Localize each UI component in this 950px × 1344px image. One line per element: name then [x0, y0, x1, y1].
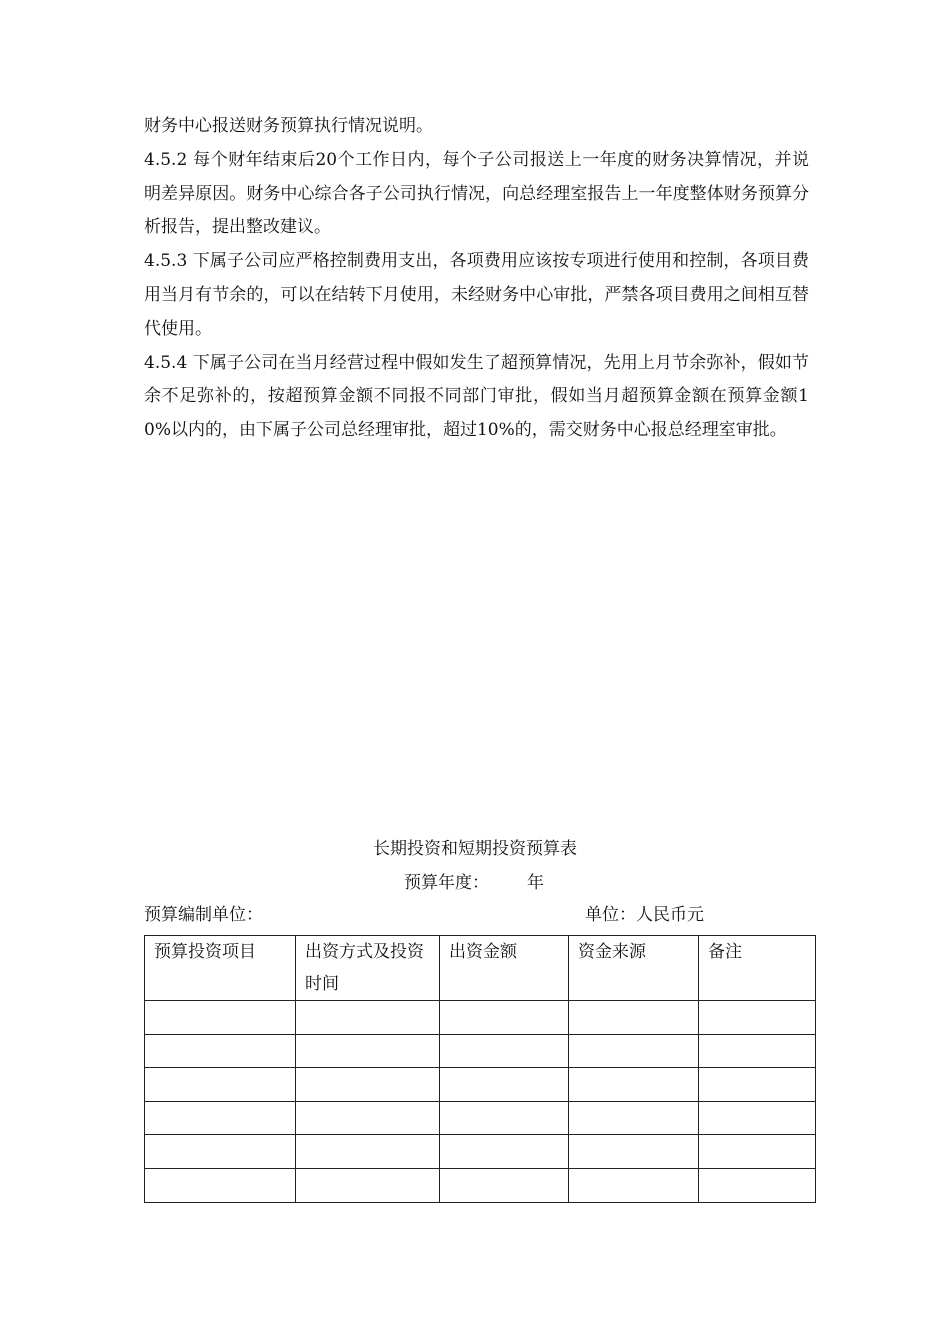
- table-cell: [296, 1001, 440, 1035]
- table-cell: [440, 1135, 569, 1169]
- table-cell: [296, 1101, 440, 1135]
- column-header: 预算投资项目: [145, 936, 296, 1001]
- year-suffix: 年: [527, 873, 544, 893]
- paragraph-continuation: 财务中心报送财务预算执行情况说明。: [144, 116, 433, 136]
- currency-unit-label: 单位：人民币元: [585, 905, 704, 925]
- table-cell: [440, 1101, 569, 1135]
- budget-unit-label: 预算编制单位：: [144, 905, 263, 925]
- table-header-row: [145, 936, 816, 1001]
- table-cell: [569, 1034, 699, 1068]
- column-header: 备注: [699, 936, 816, 1001]
- table-cell: [145, 1135, 296, 1169]
- table-cell: [699, 1101, 816, 1135]
- table-cell: [145, 1001, 296, 1035]
- table-cell: [440, 1168, 569, 1202]
- table-cell: [296, 1034, 440, 1068]
- table-cell: [296, 1068, 440, 1102]
- investment-budget-table: [144, 935, 816, 1203]
- paragraph-4-5-3: 4.5.3 下属子公司应严格控制费用支出，各项费用应该按专项进行使用和控制，各项目费用当月有节余的，可以在结转下月使用，未经财务中心审批，严禁各项目费用之间相互替代使用。: [144, 251, 809, 339]
- table-cell: [699, 1135, 816, 1169]
- table-cell: [145, 1168, 296, 1202]
- table-cell: [440, 1034, 569, 1068]
- paragraph-4-5-4: 4.5.4 下属子公司在当月经营过程中假如发生了超预算情况，先用上月节余弥补，假如节余不足弥补的，按超预算金额不同报不同部门审批，假如当月超预算金额在预算金额10%以内的，由下属子公司总经理审批，超过10%的，需交财务中心报总经理室审批。: [144, 352, 809, 441]
- table-row: [145, 1001, 816, 1035]
- table-cell: [569, 1101, 699, 1135]
- table-title: 长期投资和短期投资预算表: [373, 839, 577, 859]
- table-cell: [296, 1168, 440, 1202]
- table-cell: [296, 1135, 440, 1169]
- table-cell: [145, 1034, 296, 1068]
- table-cell: [569, 1135, 699, 1169]
- table-cell: [145, 1068, 296, 1102]
- table-cell: [699, 1168, 816, 1202]
- paragraph-4-5-2: 4.5.2 每个财年结束后20个工作日内，每个子公司报送上一年度的财务决算情况，并说明差异原因。财务中心综合各子公司执行情况，向总经理室报告上一年度整体财务预算分析报告，提出整改建议。: [144, 149, 809, 238]
- table-row: [145, 1101, 816, 1135]
- table-cell: [145, 1101, 296, 1135]
- table-cell: [440, 1068, 569, 1102]
- table-cell: [699, 1068, 816, 1102]
- table-cell: [699, 1034, 816, 1068]
- table-row: [145, 1068, 816, 1102]
- table-cell: [699, 1001, 816, 1035]
- budget-year-label: 预算年度：: [404, 873, 489, 893]
- body-text: [144, 110, 809, 448]
- table-cell: [569, 1001, 699, 1035]
- table-row: [145, 1168, 816, 1202]
- table-cell: [440, 1001, 569, 1035]
- table-cell: [569, 1168, 699, 1202]
- column-header: 资金来源: [569, 936, 699, 1001]
- table-row: [145, 1135, 816, 1169]
- column-header: 出资方式及投资时间: [296, 936, 440, 1001]
- budget-year-line: [404, 868, 544, 898]
- column-header: 出资金额: [440, 936, 569, 1001]
- table-row: [145, 1034, 816, 1068]
- unit-line: [144, 900, 814, 930]
- table-cell: [569, 1068, 699, 1102]
